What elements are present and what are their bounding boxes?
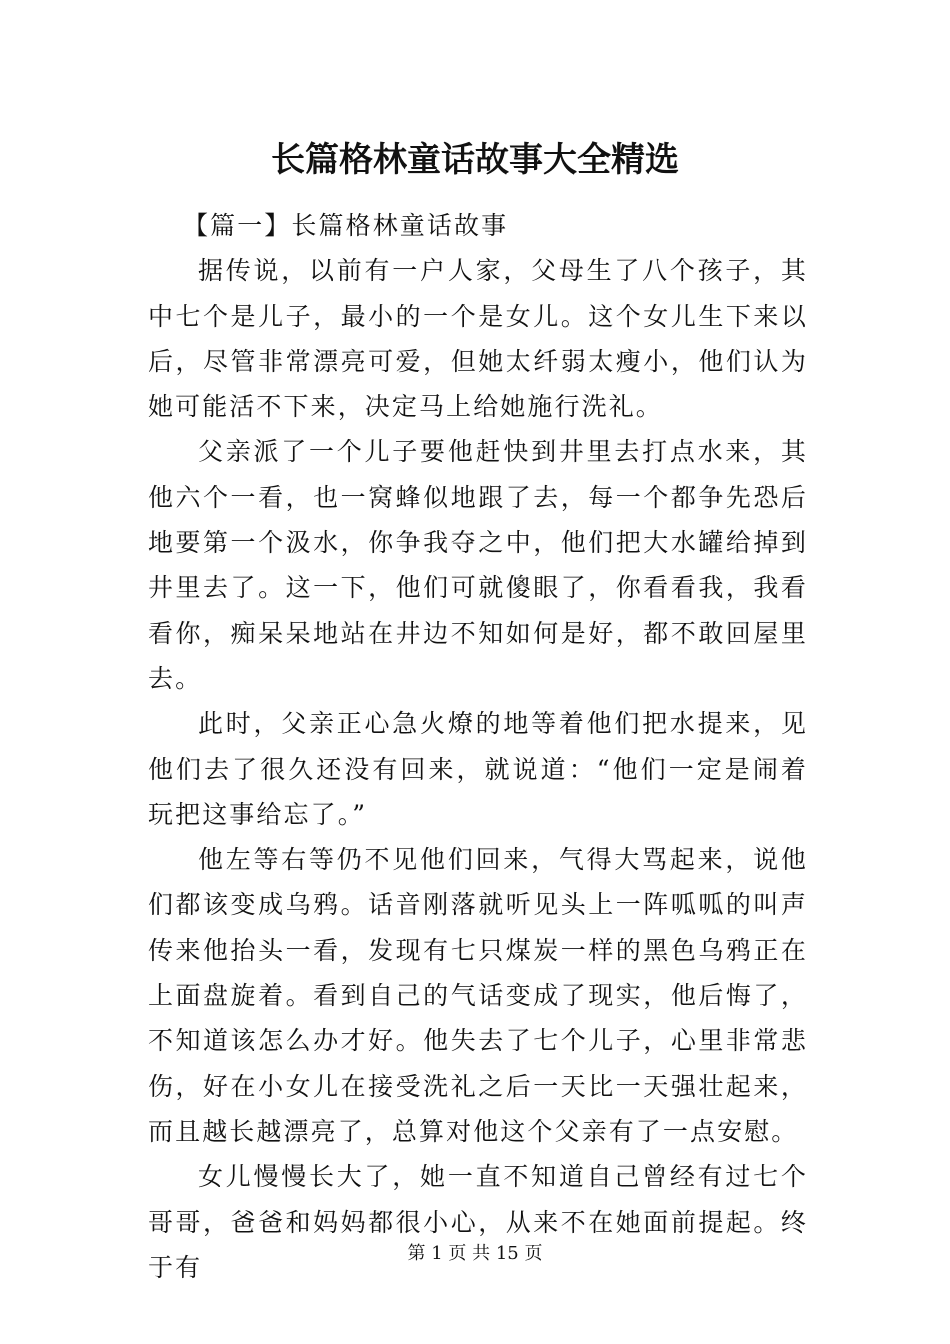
paragraph-3: 此时，父亲正心急火燎的地等着他们把水提来，见他们去了很久还没有回来，就说道：“他们一定是闹着玩把这事给忘了。”	[148, 709, 808, 829]
page-footer: 第 1 页 共 15 页	[407, 1243, 543, 1264]
paragraph-4: 他左等右等仍不见他们回来，气得大骂起来，说他们都该变成乌鸦。话音刚落就听见头上一阵呱呱的叫声传来他抬头一看，发现有七只煤炭一样的黑色乌鸦正在上面盘旋着。看到自己的气话变成了现实，他后悔了，不知道该怎么办才好。他失去了七个儿子，心里非常悲伤，好在小女儿在接受洗礼之后一天比一天强壮起来，而且越长越漂亮了，总算对他这个父亲有了一点安慰。	[148, 845, 808, 1146]
paragraph-2: 父亲派了一个儿子要他赶快到井里去打点水来，其他六个一看，也一窝蜂似地跟了去，每一个都争先恐后地要第一个汲水，你争我夺之中，他们把大水罐给掉到井里去了。这一下，他们可就傻眼了，你看看我，我看看你，痴呆呆地站在井边不知如何是好，都不敢回屋里去。	[148, 437, 808, 693]
section-heading: 【篇一】长篇格林童话故事	[183, 211, 509, 240]
document-title: 长篇格林童话故事大全精选	[271, 140, 679, 180]
paragraph-5: 女儿慢慢长大了，她一直不知道自己曾经有过七个哥哥，爸爸和妈妈都很小心，从来不在她面前提起。终于有	[148, 1162, 808, 1282]
paragraph-1: 据传说，以前有一户人家，父母生了八个孩子，其中七个是儿子，最小的一个是女儿。这个女儿生下来以后，尽管非常漂亮可爱，但她太纤弱太瘦小，他们认为她可能活不下来，决定马上给她施行洗礼。	[148, 256, 808, 422]
document-body	[148, 203, 808, 1290]
